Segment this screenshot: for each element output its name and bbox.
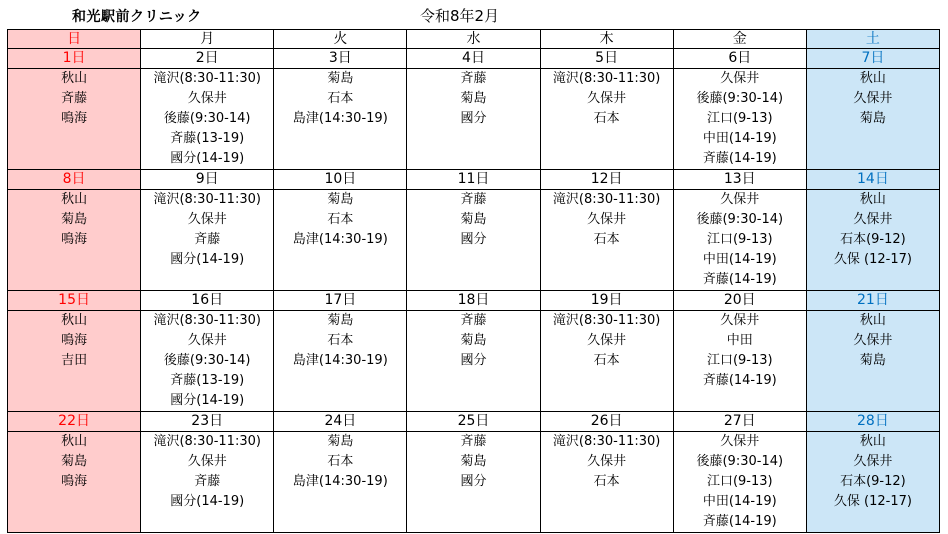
staff-entry: 秋山 [859,434,886,449]
staff-entry: 江口(9-13) [706,232,773,247]
staff-cell [540,311,673,412]
staff-cell [407,311,540,412]
weekday-wednesday: 水 [407,30,540,49]
staff-entry: 秋山 [61,434,88,449]
staff-cell [806,69,939,170]
staff-cell [8,190,141,291]
calendar-month-title: 令和8年2月 [420,7,500,25]
staff-cell [141,311,274,412]
staff-entry: 秋山 [859,192,886,207]
staff-entry: 石本 [593,232,620,247]
staff-cell [540,190,673,291]
staff-entry: 久保井 [720,313,760,328]
date-cell: 23日 [141,412,274,432]
clinic-name: 和光駅前クリニック [72,9,202,25]
staff-entry: 石本 [327,91,354,106]
staff-entry: 斉藤 [61,91,88,106]
staff-entry: 中田(14-19) [702,252,777,267]
date-cell: 17日 [274,291,407,311]
staff-entry: 石本 [327,454,354,469]
date-cell: 7日 [806,49,939,69]
staff-entry: 久保井 [187,91,227,106]
staff-entry: 滝沢(8:30-11:30) [153,71,261,86]
staff-entry: 久保井 [853,333,893,348]
staff-entry: 後藤(9:30-14) [163,111,251,126]
staff-entry: 久保井 [187,333,227,348]
staff-cell [407,432,540,533]
staff-entry: 菊島 [61,454,88,469]
staff-cell [806,311,939,412]
staff-entry: 久保井 [853,91,893,106]
staff-entry: 斉藤 [460,192,487,207]
staff-entry: 久保井 [720,192,760,207]
weekday-header-row [8,30,940,49]
staff-cell [806,432,939,533]
staff-entry: 秋山 [859,313,886,328]
staff-entry: 滝沢(8:30-11:30) [153,192,261,207]
staff-entry: 久保井 [587,212,627,227]
staff-entry: 斉藤 [460,71,487,86]
staff-cell [8,69,141,170]
staff-cell [407,190,540,291]
staff-entry: 國分(14-19) [170,494,245,509]
staff-cell [274,190,407,291]
staff-entry: 石本 [593,474,620,489]
weekday-tuesday: 火 [274,30,407,49]
staff-entry: 鳴海 [61,333,88,348]
staff-entry: 國分 [460,232,487,247]
date-cell: 24日 [274,412,407,432]
staff-entry: 斉藤 [194,232,221,247]
staff-entry: 中田 [726,333,753,348]
date-cell: 22日 [8,412,141,432]
date-cell: 9日 [141,170,274,190]
staff-cell [673,432,806,533]
date-cell: 5日 [540,49,673,69]
staff-entry: 秋山 [859,71,886,86]
staff-entry: 秋山 [61,192,88,207]
staff-cell [8,432,141,533]
weekday-friday: 金 [673,30,806,49]
staff-entry: 中田(14-19) [702,494,777,509]
staff-entry: 中田(14-19) [702,131,777,146]
weekday-sunday: 日 [8,30,141,49]
date-row [8,412,940,432]
staff-entry: 菊島 [460,91,487,106]
staff-entry: 久保 (12-17) [833,494,912,509]
staff-entry: 石本(9-12) [840,474,906,489]
date-row [8,291,940,311]
staff-entry: 江口(9-13) [706,353,773,368]
staff-entry: 滝沢(8:30-11:30) [552,71,661,86]
staff-cell [141,69,274,170]
staff-entry: 菊島 [460,333,487,348]
staff-entry: 久保井 [720,71,760,86]
weekday-saturday: 土 [806,30,939,49]
staff-cell [673,311,806,412]
staff-entry: 國分 [460,111,487,126]
staff-cell [141,190,274,291]
staff-entry: 久保 (12-17) [833,252,912,267]
staff-entry: 島津(14:30-19) [292,353,388,368]
staff-cell [274,311,407,412]
staff-entry: 斉藤 [460,434,487,449]
staff-entry: 鳴海 [61,111,88,126]
staff-entry: 菊島 [859,111,886,126]
staff-entry: 鳴海 [61,474,88,489]
date-cell: 6日 [673,49,806,69]
staff-cell [673,69,806,170]
staff-entry: 久保井 [587,91,627,106]
date-cell: 21日 [806,291,939,311]
staff-entry: 國分 [460,353,487,368]
staff-entry: 國分 [460,474,487,489]
staff-entry: 江口(9-13) [706,474,773,489]
staff-entry: 秋山 [61,71,88,86]
staff-entry: 斉藤(14-19) [702,373,777,388]
staff-entry: 石本 [327,333,354,348]
staff-entry: 後藤(9:30-14) [163,353,251,368]
staff-entry: 久保井 [720,434,760,449]
date-cell: 15日 [8,291,141,311]
staff-row [8,69,940,170]
date-cell: 25日 [407,412,540,432]
staff-cell [274,69,407,170]
weekday-monday: 月 [141,30,274,49]
staff-entry: 菊島 [61,212,88,227]
staff-entry: 滝沢(8:30-11:30) [552,192,661,207]
staff-row [8,432,940,533]
schedule-calendar [7,29,940,533]
staff-entry: 菊島 [460,212,487,227]
date-cell: 26日 [540,412,673,432]
staff-entry: 菊島 [327,434,354,449]
staff-entry: 久保井 [187,454,227,469]
date-cell: 28日 [806,412,939,432]
staff-row [8,311,940,412]
date-cell: 19日 [540,291,673,311]
date-cell: 3日 [274,49,407,69]
staff-cell [407,69,540,170]
staff-entry: 國分(14-19) [170,151,245,166]
staff-cell [8,311,141,412]
date-row [8,170,940,190]
staff-entry: 後藤(9:30-14) [696,212,784,227]
staff-entry: 斉藤(13-19) [170,131,245,146]
staff-entry: 久保井 [187,212,227,227]
staff-entry: 斉藤 [194,474,221,489]
staff-entry: 菊島 [327,192,354,207]
staff-entry: 後藤(9:30-14) [696,454,784,469]
staff-cell [540,432,673,533]
staff-entry: 島津(14:30-19) [292,111,388,126]
staff-cell [274,432,407,533]
date-cell: 11日 [407,170,540,190]
staff-entry: 滝沢(8:30-11:30) [153,434,261,449]
staff-entry: 菊島 [859,353,886,368]
staff-entry: 菊島 [327,313,354,328]
staff-entry: 石本 [593,353,620,368]
staff-entry: 島津(14:30-19) [292,232,388,247]
date-cell: 16日 [141,291,274,311]
staff-entry: 國分(14-19) [170,252,245,267]
staff-entry: 石本 [593,111,620,126]
staff-entry: 後藤(9:30-14) [696,91,784,106]
staff-entry: 久保井 [853,454,893,469]
staff-entry: 石本 [327,212,354,227]
staff-cell [806,190,939,291]
staff-entry: 江口(9-13) [706,111,773,126]
staff-cell [673,190,806,291]
date-row [8,49,940,69]
date-cell: 10日 [274,170,407,190]
staff-entry: 斉藤(14-19) [702,272,777,287]
staff-entry: 秋山 [61,313,88,328]
staff-entry: 滝沢(8:30-11:30) [153,313,261,328]
staff-entry: 吉田 [61,353,88,368]
staff-entry: 斉藤(13-19) [170,373,245,388]
staff-entry: 菊島 [327,71,354,86]
staff-entry: 滝沢(8:30-11:30) [552,434,661,449]
staff-entry: 久保井 [853,212,893,227]
date-cell: 27日 [673,412,806,432]
staff-entry: 石本(9-12) [840,232,906,247]
staff-entry: 鳴海 [61,232,88,247]
staff-entry: 久保井 [587,454,627,469]
date-cell: 2日 [141,49,274,69]
date-cell: 18日 [407,291,540,311]
date-cell: 13日 [673,170,806,190]
staff-entry: 斉藤(14-19) [702,514,777,529]
date-cell: 4日 [407,49,540,69]
staff-entry: 久保井 [587,333,627,348]
staff-entry: 斉藤(14-19) [702,151,777,166]
staff-entry: 滝沢(8:30-11:30) [552,313,661,328]
staff-row [8,190,940,291]
staff-entry: 國分(14-19) [170,393,245,408]
staff-cell [540,69,673,170]
date-cell: 12日 [540,170,673,190]
date-cell: 20日 [673,291,806,311]
weekday-thursday: 木 [540,30,673,49]
date-cell: 1日 [8,49,141,69]
staff-cell [141,432,274,533]
staff-entry: 島津(14:30-19) [292,474,388,489]
date-cell: 8日 [8,170,141,190]
staff-entry: 斉藤 [460,313,487,328]
staff-entry: 菊島 [460,454,487,469]
date-cell: 14日 [806,170,939,190]
